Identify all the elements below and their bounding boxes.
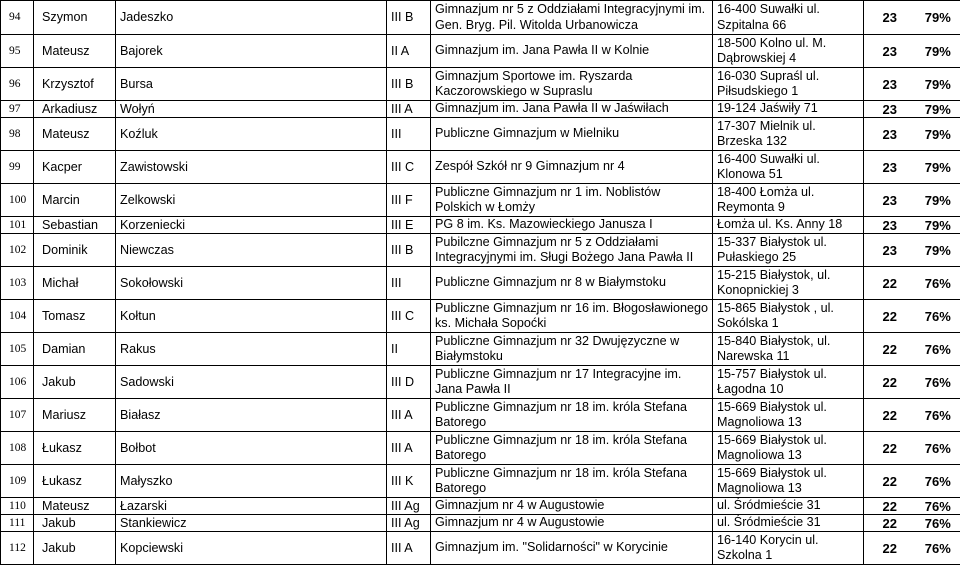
school-name: Gimnazjum im. Jana Pawła II w Kolnie <box>431 35 713 68</box>
school-address: 15-840 Białystok, ul. Narewska 11 <box>713 333 864 366</box>
class: II <box>387 333 431 366</box>
school-name: Publiczne Gimnazjum nr 1 im. Noblistów Polskich w Łomży <box>431 184 713 217</box>
school-name: Pubilczne Gimnazjum nr 5 z Oddziałami Integracyjnymi im. Sługi Bożego Jana Pawła II <box>431 234 713 267</box>
first-name: Arkadiusz <box>34 101 116 118</box>
last-name: Kołtun <box>116 300 387 333</box>
first-name: Damian <box>34 333 116 366</box>
points: 23 <box>864 151 916 184</box>
table-row <box>1 515 960 532</box>
school-name: Publiczne Gimnazjum nr 17 Integracyjne im. Jana Pawła II <box>431 366 713 399</box>
table-row <box>1 35 960 68</box>
points: 23 <box>864 101 916 118</box>
points: 22 <box>864 267 916 300</box>
points: 22 <box>864 333 916 366</box>
points: 22 <box>864 399 916 432</box>
percentage: 76% <box>916 333 960 366</box>
results-table-body <box>1 1 960 565</box>
school-address: 18-500 Kolno ul. M. Dąbrowskiej 4 <box>713 35 864 68</box>
school-address: 15-337 Białystok ul. Pułaskiego 25 <box>713 234 864 267</box>
school-address: 16-140 Korycin ul. Szkolna 1 <box>713 532 864 565</box>
first-name: Mateusz <box>34 498 116 515</box>
row-number: 109 <box>1 465 34 498</box>
points: 23 <box>864 184 916 217</box>
row-number: 104 <box>1 300 34 333</box>
last-name: Zelkowski <box>116 184 387 217</box>
row-number: 112 <box>1 532 34 565</box>
school-name: PG 8 im. Ks. Mazowieckiego Janusza I <box>431 217 713 234</box>
school-name: Publiczne Gimnazjum nr 8 w Białymstoku <box>431 267 713 300</box>
percentage: 76% <box>916 532 960 565</box>
points: 22 <box>864 532 916 565</box>
table-row <box>1 151 960 184</box>
row-number: 99 <box>1 151 34 184</box>
school-address: 18-400 Łomża ul. Reymonta 9 <box>713 184 864 217</box>
school-address: 17-307 Mielnik ul. Brzeska 132 <box>713 118 864 151</box>
school-name: Zespół Szkół nr 9 Gimnazjum nr 4 <box>431 151 713 184</box>
points: 23 <box>864 68 916 101</box>
school-name: Gimnazjum nr 5 z Oddziałami Integracyjnymi im. Gen. Bryg. Pil. Witolda Urbanowicza <box>431 1 713 35</box>
school-name: Gimnazjum im. "Solidarności" w Korycinie <box>431 532 713 565</box>
class: III K <box>387 465 431 498</box>
table-row <box>1 300 960 333</box>
class: III C <box>387 300 431 333</box>
first-name: Michał <box>34 267 116 300</box>
row-number: 95 <box>1 35 34 68</box>
last-name: Korzeniecki <box>116 217 387 234</box>
percentage: 79% <box>916 68 960 101</box>
class: III A <box>387 399 431 432</box>
school-name: Publiczne Gimnazjum w Mielniku <box>431 118 713 151</box>
first-name: Mariusz <box>34 399 116 432</box>
row-number: 94 <box>1 1 34 35</box>
last-name: Łazarski <box>116 498 387 515</box>
first-name: Jakub <box>34 532 116 565</box>
last-name: Zawistowski <box>116 151 387 184</box>
class: III B <box>387 68 431 101</box>
table-row <box>1 1 960 35</box>
points: 23 <box>864 234 916 267</box>
school-address: 16-400 Suwałki ul. Szpitalna 66 <box>713 1 864 35</box>
points: 23 <box>864 118 916 151</box>
first-name: Kacper <box>34 151 116 184</box>
first-name: Krzysztof <box>34 68 116 101</box>
school-name: Publiczne Gimnazjum nr 32 Dwujęzyczne w Białymstoku <box>431 333 713 366</box>
table-row <box>1 532 960 565</box>
school-address: 16-400 Suwałki ul. Klonowa 51 <box>713 151 864 184</box>
table-row <box>1 184 960 217</box>
table-row <box>1 333 960 366</box>
percentage: 79% <box>916 101 960 118</box>
last-name: Białasz <box>116 399 387 432</box>
row-number: 103 <box>1 267 34 300</box>
percentage: 76% <box>916 366 960 399</box>
table-row <box>1 399 960 432</box>
row-number: 106 <box>1 366 34 399</box>
table-row <box>1 101 960 118</box>
table-row <box>1 465 960 498</box>
class: III B <box>387 234 431 267</box>
points: 22 <box>864 432 916 465</box>
last-name: Bajorek <box>116 35 387 68</box>
table-row <box>1 118 960 151</box>
row-number: 105 <box>1 333 34 366</box>
percentage: 76% <box>916 399 960 432</box>
percentage: 79% <box>916 184 960 217</box>
last-name: Wołyń <box>116 101 387 118</box>
school-address: 15-865 Białystok , ul. Sokólska 1 <box>713 300 864 333</box>
class: III E <box>387 217 431 234</box>
school-address: 15-669 Białystok ul. Magnoliowa 13 <box>713 465 864 498</box>
class: III B <box>387 1 431 35</box>
class: III A <box>387 432 431 465</box>
school-name: Publiczne Gimnazjum nr 18 im. króla Stefana Batorego <box>431 465 713 498</box>
first-name: Marcin <box>34 184 116 217</box>
last-name: Małyszko <box>116 465 387 498</box>
first-name: Mateusz <box>34 35 116 68</box>
table-row <box>1 432 960 465</box>
school-address: ul. Śródmieście 31 <box>713 515 864 532</box>
school-address: 15-757 Białystok ul. Łagodna 10 <box>713 366 864 399</box>
row-number: 111 <box>1 515 34 532</box>
percentage: 79% <box>916 151 960 184</box>
last-name: Jadeszko <box>116 1 387 35</box>
points: 22 <box>864 300 916 333</box>
last-name: Bołbot <box>116 432 387 465</box>
row-number: 101 <box>1 217 34 234</box>
row-number: 110 <box>1 498 34 515</box>
table-row <box>1 267 960 300</box>
row-number: 98 <box>1 118 34 151</box>
school-address: 19-124 Jaświły 71 <box>713 101 864 118</box>
school-name: Gimnazjum Sportowe im. Ryszarda Kaczorowskiego w Supraslu <box>431 68 713 101</box>
points: 23 <box>864 35 916 68</box>
row-number: 96 <box>1 68 34 101</box>
last-name: Rakus <box>116 333 387 366</box>
first-name: Sebastian <box>34 217 116 234</box>
points: 22 <box>864 498 916 515</box>
first-name: Łukasz <box>34 465 116 498</box>
class: II A <box>387 35 431 68</box>
last-name: Niewczas <box>116 234 387 267</box>
table-row <box>1 366 960 399</box>
percentage: 79% <box>916 217 960 234</box>
table-row <box>1 498 960 515</box>
class: III A <box>387 101 431 118</box>
points: 22 <box>864 366 916 399</box>
school-name: Publiczne Gimnazjum nr 18 im. króla Stefana Batorego <box>431 432 713 465</box>
class: III <box>387 118 431 151</box>
class: III A <box>387 532 431 565</box>
first-name: Jakub <box>34 515 116 532</box>
class: III C <box>387 151 431 184</box>
first-name: Jakub <box>34 366 116 399</box>
points: 22 <box>864 515 916 532</box>
percentage: 79% <box>916 1 960 35</box>
percentage: 76% <box>916 267 960 300</box>
table-row <box>1 217 960 234</box>
class: III <box>387 267 431 300</box>
percentage: 76% <box>916 300 960 333</box>
row-number: 97 <box>1 101 34 118</box>
percentage: 79% <box>916 35 960 68</box>
first-name: Łukasz <box>34 432 116 465</box>
school-name: Gimnazjum nr 4 w Augustowie <box>431 498 713 515</box>
percentage: 79% <box>916 118 960 151</box>
first-name: Mateusz <box>34 118 116 151</box>
first-name: Tomasz <box>34 300 116 333</box>
last-name: Bursa <box>116 68 387 101</box>
school-name: Publiczne Gimnazjum nr 16 im. Błogosławionego ks. Michała Sopoćki <box>431 300 713 333</box>
percentage: 76% <box>916 515 960 532</box>
last-name: Stankiewicz <box>116 515 387 532</box>
school-name: Publiczne Gimnazjum nr 18 im. króla Stefana Batorego <box>431 399 713 432</box>
table-row <box>1 68 960 101</box>
school-address: 15-215 Białystok, ul. Konopnickiej 3 <box>713 267 864 300</box>
school-name: Gimnazjum nr 4 w Augustowie <box>431 515 713 532</box>
row-number: 102 <box>1 234 34 267</box>
percentage: 76% <box>916 432 960 465</box>
first-name: Dominik <box>34 234 116 267</box>
school-address: 15-669 Białystok ul. Magnoliowa 13 <box>713 432 864 465</box>
school-address: 15-669 Białystok ul. Magnoliowa 13 <box>713 399 864 432</box>
school-address: 16-030 Supraśl ul. Piłsudskiego 1 <box>713 68 864 101</box>
school-address: ul. Śródmieście 31 <box>713 498 864 515</box>
school-name: Gimnazjum im. Jana Pawła II w Jaświłach <box>431 101 713 118</box>
class: III Ag <box>387 498 431 515</box>
last-name: Sokołowski <box>116 267 387 300</box>
last-name: Koźluk <box>116 118 387 151</box>
class: III Ag <box>387 515 431 532</box>
points: 22 <box>864 465 916 498</box>
percentage: 76% <box>916 498 960 515</box>
row-number: 108 <box>1 432 34 465</box>
row-number: 107 <box>1 399 34 432</box>
percentage: 76% <box>916 465 960 498</box>
percentage: 79% <box>916 234 960 267</box>
row-number: 100 <box>1 184 34 217</box>
points: 23 <box>864 217 916 234</box>
class: III D <box>387 366 431 399</box>
school-address: Łomża ul. Ks. Anny 18 <box>713 217 864 234</box>
last-name: Sadowski <box>116 366 387 399</box>
points: 23 <box>864 1 916 35</box>
first-name: Szymon <box>34 1 116 35</box>
class: III F <box>387 184 431 217</box>
last-name: Kopciewski <box>116 532 387 565</box>
table-row <box>1 234 960 267</box>
